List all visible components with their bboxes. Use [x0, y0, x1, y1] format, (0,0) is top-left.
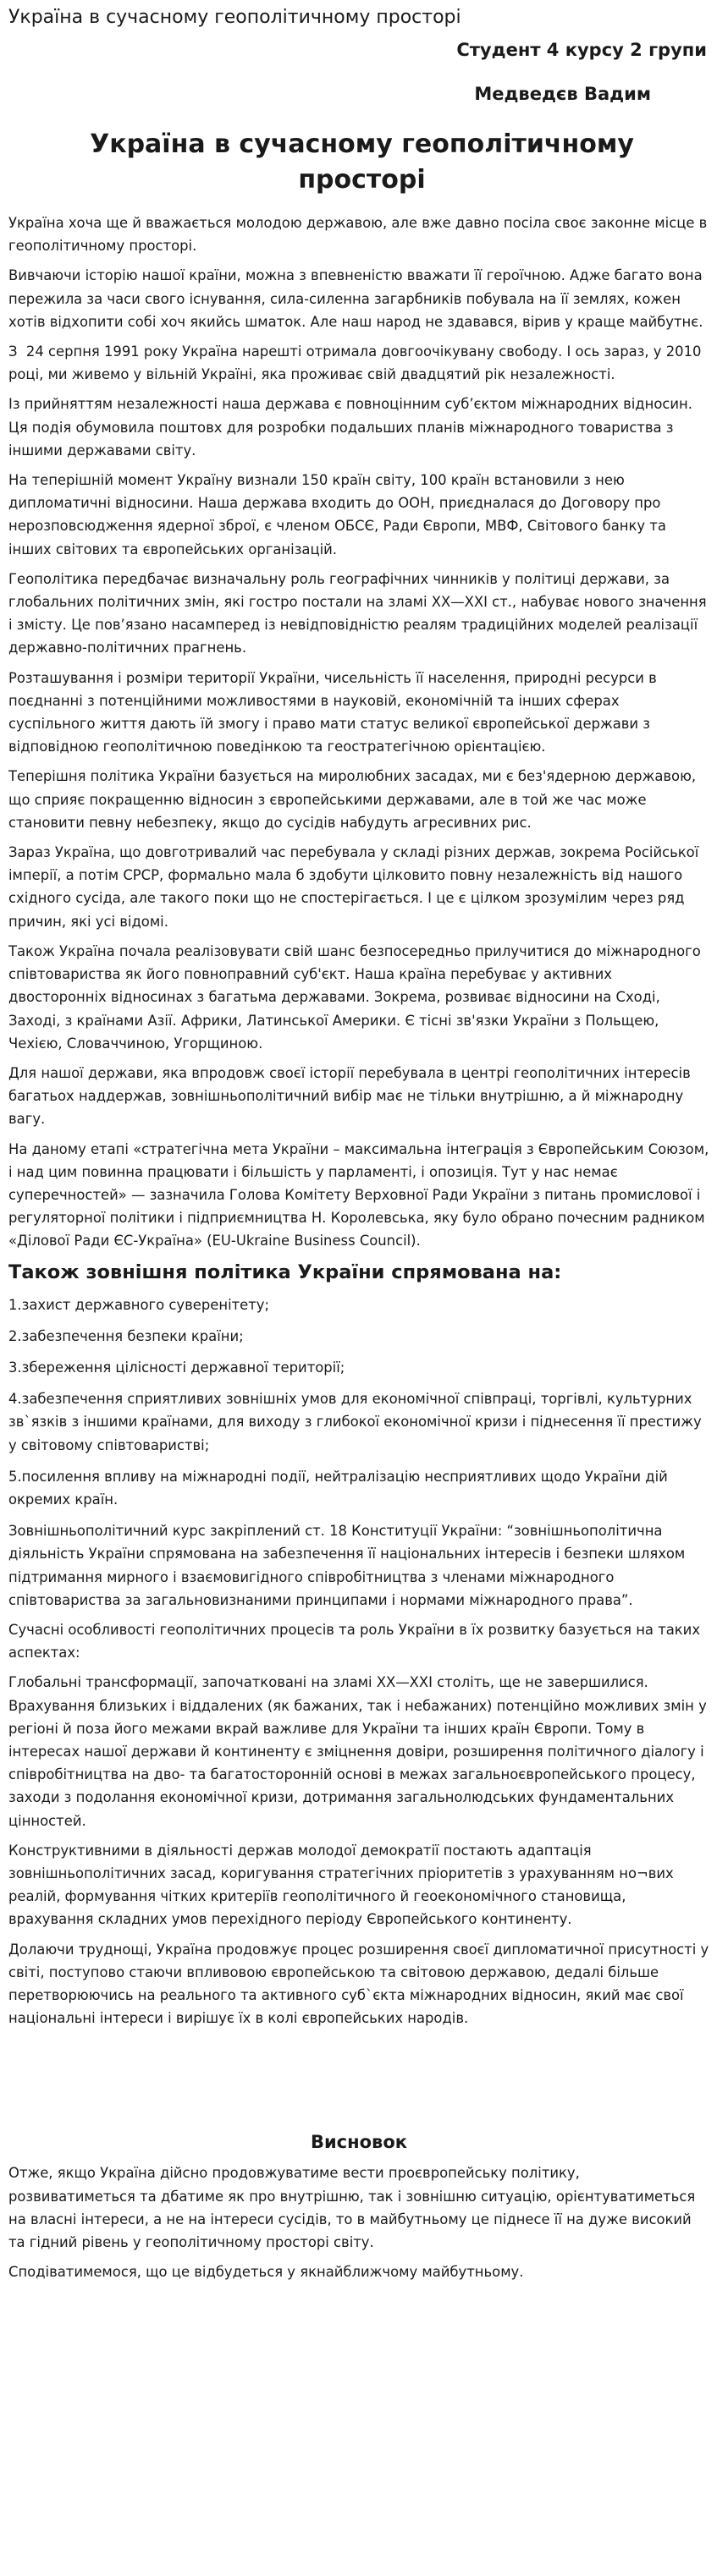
- paragraph: Геополітика передбачає визначальну роль географічних чинників у політиці держави, за глобальних політичних змін, які гостро постали на зламі XX—XXI ст., набуває нового значення і змісту. Це пов’язано насамперед із невідповідністю реалям традиційних моделей реалізації державно-політичних прагнень.: [8, 570, 711, 656]
- page-title: Україна в сучасному геополітичному просторі: [90, 129, 634, 195]
- author-name: Медведєв Вадим: [474, 84, 651, 104]
- list-item: 3.збереження цілісності державної території;: [8, 1359, 345, 1376]
- conclusion-paragraph: Сподіватимемося, що це відбудеться у якнайближчому майбутньому.: [8, 2264, 524, 2281]
- paragraph: Вивчаючи історію нашої країни, можна з впевненістю вважати її героїчною. Адже багато вона пережила за часи свого існування, сила-силенна загарбників побувала на її землях, кожен хотів відхопити собі хоч якийсь шматок. Але наш народ не здавався, вірив у краще майбутнє.: [8, 267, 707, 330]
- list-item: 1.захист державного суверенітету;: [8, 1296, 270, 1313]
- paragraph: Конструктивними в діяльності держав молодої демократії постають адаптація зовнішньополітичних засад, коригування стратегічних пріоритетів з урахуванням но¬вих реалій, формування чітких критеріїв геополітичного й геоекономічного становища, врахування складних умов перехідного періоду Європейського континенту.: [8, 1842, 678, 1928]
- paragraph: Україна хоча ще й вважається молодою державою, але вже давно посіла своє законне місце в геополітичному просторі.: [8, 215, 712, 255]
- paragraph: Для нашої держави, яка впродовж своєї історії перебувала в центрі геополітичних інтересів багатьох наддержав, зовнішньополітичний вибір має не тільки внутрішню, а й міжнародну вагу.: [8, 1064, 695, 1128]
- paragraph: Сучасні особливості геополітичних процесів та роль України в їх розвитку базується на таких аспектах:: [8, 1621, 705, 1661]
- paragraph: Глобальні трансформації, започатковані на зламі XX—XXI століть, ще не завершилися. Врахування близьких і віддалених (як бажаних, так і небажаних) потенційно можливих змін у регіоні й поза його межами вкрай важливе для України та інших країн Європи. Тому в інтересах нашої держави й континенту є зміцнення довіри, розширення політичного діалогу і співробітництва на дво- та багатосторонній основі в межах загальноєвропейського процесу, заходи з подолання економічної кризи, дотримання загальнолюдських фундаментальних цінностей.: [8, 1674, 712, 1829]
- paragraph: На теперішній момент Україну визнали 150 країн світу, 100 країн встановили з нею дипломатичні відносини. Наша держава входить до ООН, приєдналася до Договору про нерозповсюдження ядерної зброї, є членом ОБСЄ, Ради Європи, МВФ, Світового банку та інших світових та європейських організацій.: [8, 472, 671, 557]
- paragraph: Долаючи труднощі, Україна продовжує процес розширення своєї дипломатичної присутності у світі, поступово стаючи впливовою європейською та світовою державою, дедалі більше перетворюючись на реального та активного суб`єкта міжнародних відносин, який має свої національні інтереси і вирішує їх в колі європейських народів.: [8, 1941, 714, 2027]
- paragraph: Із прийняттям незалежності наша держава є повноцінним суб’єктом міжнародних відносин. Ця подія обумовила поштовх для розробки подальших планів міжнародного товариства з іншими державами світу.: [8, 396, 698, 459]
- paragraph: Зовнішньополітичний курс закріплений ст. 18 Конституції України: “зовнішньополітична діяльність України спрямована на забезпечення її національних інтересів і безпеки шляхом підтримання мирного і взаємовигідного співробітництва з членами міжнародного співтовариства за загальновизнаними принципами і нормами міжнародного права”.: [8, 1523, 690, 1608]
- conclusion-heading: Висновок: [310, 2132, 408, 2153]
- list-item: 5.посилення впливу на міжнародні події, нейтралізацію несприятливих щодо України дій окремих країн.: [8, 1468, 668, 1508]
- paragraph: З 24 серпня 1991 року Україна нарешті отримала довгоочікувану свободу. І ось зараз, у 2010 році, ми живемо у вільній Україні, яка проживає свій двадцятий рік незалежності.: [8, 343, 706, 383]
- author-course-group: Студент 4 курсу 2 групи: [456, 40, 707, 60]
- paragraph: На даному етапі «стратегічна мета України – максимальна інтеграція з Європейським Союзом, і над цим повинна працювати і більшість у парламенті, і опозиція. Тут у нас немає суперечностей» — зазначила Голова Комітету Верховної Ради України з питань промислової і регуляторної політики і підприємництва Н. Королевська, яку було обрано почесним радником «Ділової Ради ЄС-Україна» (EU-Ukraine Business Council).: [8, 1140, 714, 1250]
- list-item: 2.забезпечення безпеки країни;: [8, 1327, 244, 1344]
- document-body: [8, 211, 714, 2290]
- document-header-title: Україна в сучасному геополітичному просторі: [8, 7, 461, 28]
- author-block: [351, 37, 707, 107]
- blank-space: [8, 2036, 709, 2124]
- paragraph: Зараз Україна, що довготривалий час перебувала у складі різних держав, зокрема Російської імперії, а потім СРСР, формально мала б здобути цілковито повну незалежність від нашого східного сусіда, але такого поки що не спостерігається. І це є цілком зрозумілим через ряд причин, які усі відомі.: [8, 844, 703, 930]
- section-heading: Також зовнішня політика України спрямована на:: [8, 1261, 562, 1283]
- conclusion-paragraph: Отже, якщо Україна дійсно продовжуватиме вести проєвропейську політику, розвиватиметься та дбатиме як про внутрішню, так і зовнішню ситуацію, орієнтуватиметься на власні інтереси, а не на інтереси сусідів, то в майбутньому це піднесе її на дуже високий та гідний рівень у геополітичному просторі світу.: [8, 2165, 700, 2251]
- list-item: 4.забезпечення сприятливих зовнішніх умов для економічної співпраці, торгівлі, культурних зв`язків з іншими країнами, для виходу з глибокої економічної кризи і піднесення її престижу у світовому співтоваристві;: [8, 1391, 702, 1453]
- paragraph: Також Україна почала реалізовувати свій шанс безпосередньо прилучитися до міжнародного співтовариства як його повноправний суб'єкт. Наша країна перебуває у активних двосторонніх відносинах з багатьма державами. Зокрема, розвиває відносини на Сході, Заході, з країнами Азії. Африки, Латинської Америки. Є тісні зв'язки України з Польщею, Чехією, Словаччиною, Угорщиною.: [8, 942, 706, 1052]
- paragraph: Розташування і розміри території України, чисельність її населення, природні ресурси в поєднанні з потенційними можливостями в науковій, економічній та інших сферах суспільного життя дають їй змогу і право мати статус великої європейської держави з відповідною геополітичною поведінкою та геостратегічною орієнтацією.: [8, 669, 661, 755]
- paragraph: Теперішня політика України базується на миролюбних засадах, ми є без'ядерною державою, що сприяє покращенню відносин з європейськими державами, але в той же час може становити певну небезпеку, якщо до сусідів набудуть агресивних рис.: [8, 768, 701, 831]
